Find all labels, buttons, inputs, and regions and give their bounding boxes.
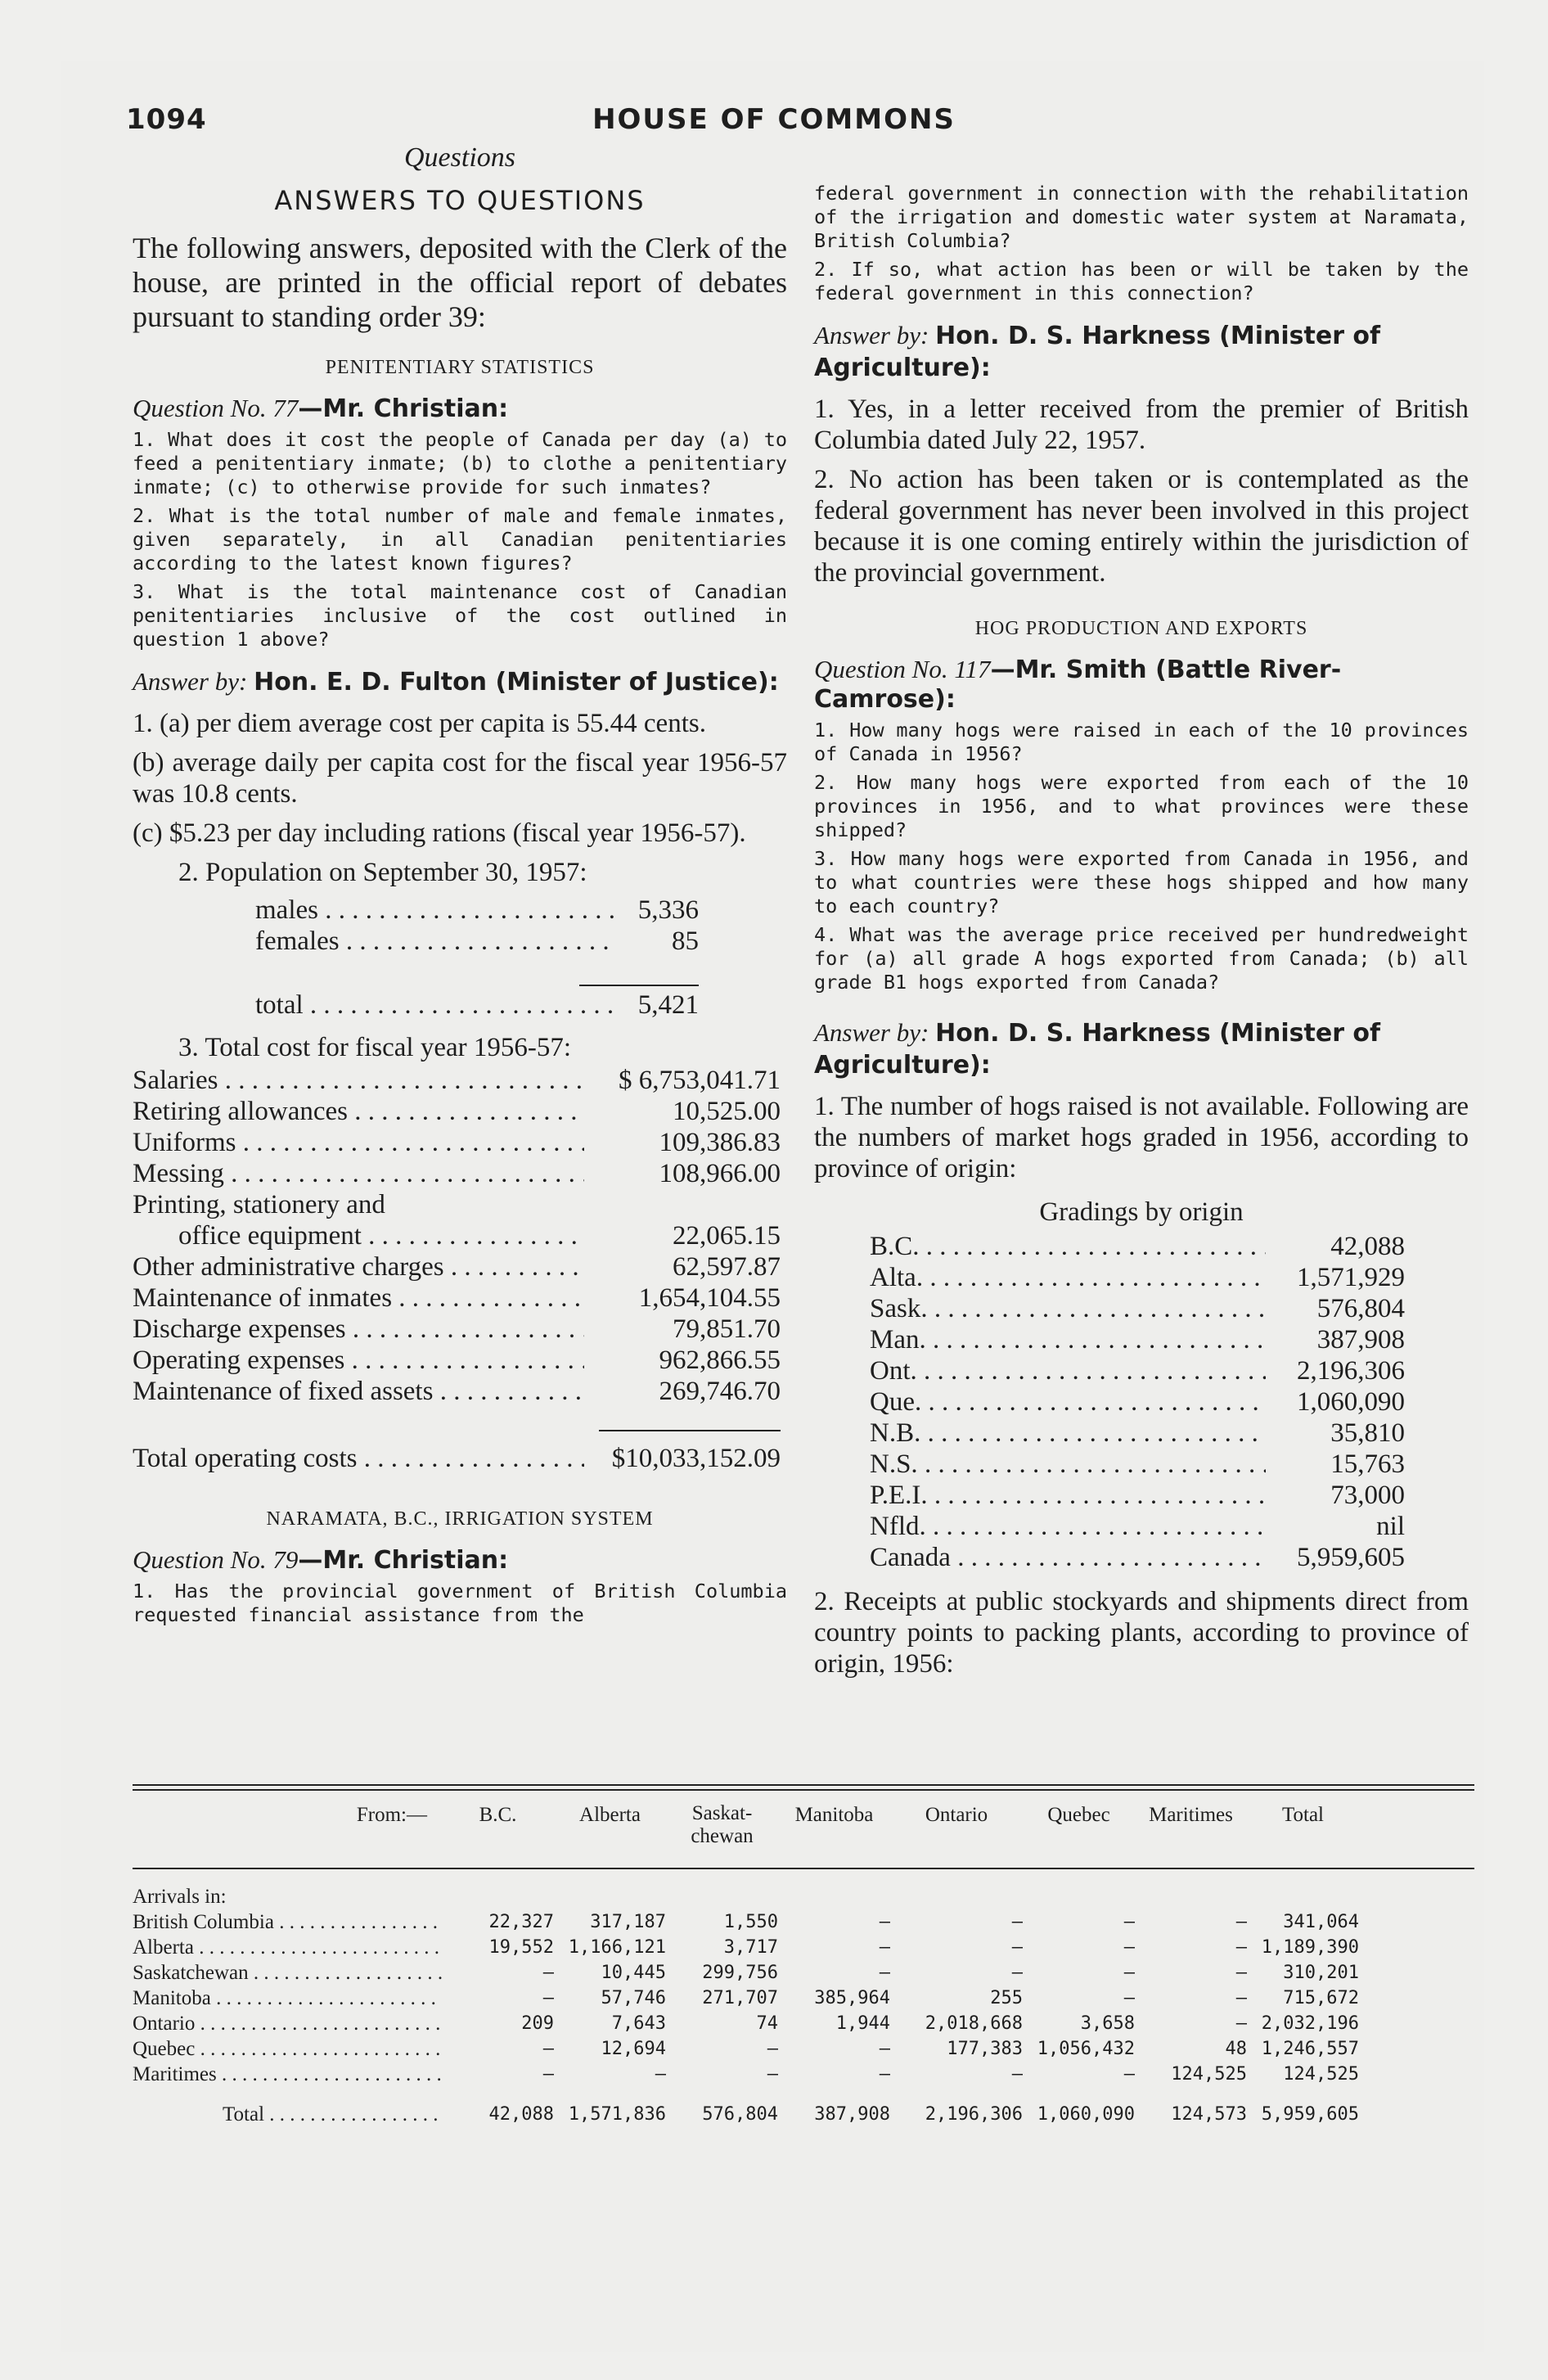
heading-penitentiary: PENITENTIARY STATISTICS bbox=[325, 357, 595, 378]
table-cell: 124,525 bbox=[1283, 2064, 1359, 2085]
table-cell: 255 bbox=[990, 1988, 1023, 2008]
table-cell: 1,550 bbox=[723, 1912, 778, 1932]
table-cell: 177,383 bbox=[947, 2039, 1023, 2059]
table-cell: — bbox=[542, 1963, 554, 1983]
question-label: Question No. 77 bbox=[133, 394, 299, 422]
table-cell: — bbox=[542, 2064, 554, 2085]
page-number: 1094 bbox=[126, 103, 207, 136]
cost-intro: 3. Total cost for fiscal year 1956-57: bbox=[178, 1033, 572, 1062]
table-total-row: Total . . . 42,088 1,571,836 576,804 387,908 2,196,306 1,060,090 124,573 5,959,605 bbox=[133, 2102, 1474, 2127]
table-body bbox=[133, 1909, 1474, 2087]
grading-row: Nfld. . . . nil bbox=[870, 1511, 1405, 1542]
table-row bbox=[133, 1960, 1474, 1986]
table-cell: — bbox=[1011, 1963, 1023, 1983]
table-cell: 1,166,121 bbox=[568, 1937, 666, 1958]
row-label: Quebec . . . bbox=[133, 2036, 442, 2062]
cost-row: Other administrative charges . . . 62,597.87 bbox=[133, 1251, 781, 1282]
answer-label: Answer by: bbox=[814, 321, 929, 349]
question-77-part-1: 1. What does it cost the people of Canada per day (a) to feed a penitentiary inmate; (b) to clothe a penitentiary inmate; (c) to otherwise provide for such inmates? bbox=[133, 428, 787, 498]
cost-table bbox=[133, 1065, 781, 1474]
cost-row: Messing . . . 108,966.00 bbox=[133, 1158, 781, 1189]
table-header-row: From:— B.C. Alberta Saskat- chewan Manitoba Ontario Quebec Maritimes Total bbox=[356, 1802, 1324, 1847]
table-cell: — bbox=[1123, 1937, 1135, 1958]
table-cell: — bbox=[1011, 1937, 1023, 1958]
answer-minister: Hon. D. S. Harkness (Minister of Agriculture): bbox=[814, 1019, 1381, 1080]
grading-row: Man. . . . 387,908 bbox=[870, 1324, 1405, 1355]
cost-row: Salaries . . . $ 6,753,041.71 bbox=[133, 1065, 781, 1096]
table-cell: — bbox=[1235, 1963, 1247, 1983]
question-member: —Mr. Christian: bbox=[298, 1546, 509, 1575]
population-row: females . . . 85 bbox=[255, 926, 699, 957]
question-117-part-3: 3. How many hogs were exported from Canada in 1956, and to what countries were these hogs shipped and how many to each country? bbox=[814, 847, 1469, 917]
table-cell: 715,672 bbox=[1283, 1988, 1359, 2008]
cost-row: Maintenance of inmates . . . 1,654,104.55 bbox=[133, 1282, 781, 1314]
population-row: males . . . 5,336 bbox=[255, 895, 699, 926]
row-label: British Columbia . . . bbox=[133, 1909, 442, 1935]
answer-label: Answer by: bbox=[814, 1018, 929, 1047]
table-cell: 10,445 bbox=[601, 1963, 666, 1983]
table-row bbox=[133, 2062, 1474, 2087]
question-member: —Mr. Smith (Battle River-Camrose): bbox=[814, 656, 1342, 714]
answer-3-para-2: 2. Receipts at public stockyards and shipments direct from country points to packing plants, according to province of origin, 1956: bbox=[814, 1587, 1469, 1679]
table-cell: 1,189,390 bbox=[1261, 1937, 1359, 1958]
table-cell: 22,327 bbox=[488, 1912, 554, 1932]
gradings-title: Gradings by origin bbox=[1039, 1197, 1244, 1227]
table-cell: 19,552 bbox=[488, 1937, 554, 1958]
cost-row: Retiring allowances . . . 10,525.00 bbox=[133, 1096, 781, 1127]
table-cell: — bbox=[767, 2039, 778, 2059]
table-row bbox=[133, 2036, 1474, 2062]
cost-row: Operating expenses . . . 962,866.55 bbox=[133, 1345, 781, 1376]
row-label: Saskatchewan . . . bbox=[133, 1960, 442, 1986]
row-label: Ontario . . . bbox=[133, 2011, 442, 2036]
table-cell: — bbox=[1235, 2013, 1247, 2034]
table-cell: 317,187 bbox=[590, 1912, 666, 1932]
table-cell: 341,064 bbox=[1283, 1912, 1359, 1932]
cost-row: office equipment . . . 22,065.15 bbox=[133, 1220, 781, 1251]
table-cell: 1,944 bbox=[835, 2013, 890, 2034]
gradings-table bbox=[870, 1231, 1405, 1573]
question-label: Question No. 79 bbox=[133, 1545, 299, 1574]
answer-1-para-2: (b) average daily per capita cost for the fiscal year 1956-57 was 10.8 cents. bbox=[133, 748, 787, 809]
question-79-text: 1. Has the provincial government of British Columbia requested financial assistance from the bbox=[133, 1580, 787, 1626]
answer-1-para-1: 1. (a) per diem average cost per capita is 55.44 cents. bbox=[133, 709, 706, 738]
right-column bbox=[814, 182, 1469, 1679]
answer-1-heading bbox=[133, 666, 787, 698]
cost-total-row: Total operating costs . . . $10,033,152.09 bbox=[133, 1443, 781, 1474]
table-cell: — bbox=[1235, 1988, 1247, 2008]
answer-2-para-1: 1. Yes, in a letter received from the premier of British Columbia dated July 22, 1957. bbox=[814, 394, 1469, 455]
question-member: —Mr. Christian: bbox=[298, 394, 509, 423]
answer-1-para-4: 2. Population on September 30, 1957: bbox=[178, 858, 587, 887]
question-117-heading bbox=[814, 655, 1469, 714]
table-cell: 1,246,557 bbox=[1261, 2039, 1359, 2059]
table-cell: 124,525 bbox=[1171, 2064, 1247, 2085]
table-cell: — bbox=[1235, 1937, 1247, 1958]
table-header-rule bbox=[133, 1868, 1474, 1869]
question-79-continued: federal government in connection with the rehabilitation of the irrigation and domestic water system at Naramata, British Columbia? bbox=[814, 182, 1469, 252]
table-cell: 74 bbox=[756, 2013, 778, 2034]
question-77-heading bbox=[133, 394, 787, 423]
table-cell: — bbox=[1011, 2064, 1023, 2085]
grading-row: N.S. . . . 15,763 bbox=[870, 1449, 1405, 1480]
grading-row: Ont. . . . 2,196,306 bbox=[870, 1355, 1405, 1386]
table-cell: — bbox=[1011, 1912, 1023, 1932]
question-79-heading bbox=[133, 1545, 787, 1575]
question-77-part-3: 3. What is the total maintenance cost of Canadian penitentiaries inclusive of the cost outlined in question 1 above? bbox=[133, 580, 787, 651]
question-117-part-2: 2. How many hogs were exported from each of the 10 provinces in 1956, and to what provinces were these shipped? bbox=[814, 771, 1469, 841]
row-label: Manitoba . . . bbox=[133, 1986, 442, 2011]
table-cell: 3,658 bbox=[1080, 2013, 1135, 2034]
cost-row: Uniforms . . . 109,386.83 bbox=[133, 1127, 781, 1158]
table-cell: 209 bbox=[521, 2013, 554, 2034]
table-cell: — bbox=[542, 2039, 554, 2059]
table-top-rule bbox=[133, 1784, 1474, 1791]
total-rule bbox=[579, 985, 699, 986]
row-label: Maritimes . . . bbox=[133, 2062, 442, 2087]
answer-minister: Hon. E. D. Fulton (Minister of Justice): bbox=[254, 668, 779, 696]
grading-row: Que. . . . 1,060,090 bbox=[870, 1386, 1405, 1418]
lead-paragraph: The following answers, deposited with the Clerk of the house, are printed in the official report of debates pursuant to standing order 39: bbox=[133, 232, 787, 333]
table-cell: — bbox=[879, 2064, 890, 2085]
grading-row: B.C. . . . 42,088 bbox=[870, 1231, 1405, 1262]
section-answers-title: ANSWERS TO QUESTIONS bbox=[274, 185, 646, 216]
grading-row: P.E.I. . . . 73,000 bbox=[870, 1480, 1405, 1511]
running-title: HOUSE OF COMMONS bbox=[592, 103, 956, 136]
question-79-part-2: 2. If so, what action has been or will be taken by the federal government in this connection? bbox=[814, 258, 1469, 304]
table-cell: — bbox=[1123, 1912, 1135, 1932]
table-cell: 1,056,432 bbox=[1037, 2039, 1135, 2059]
table-cell: 12,694 bbox=[601, 2039, 666, 2059]
answer-label: Answer by: bbox=[133, 667, 248, 696]
table-cell: 48 bbox=[1225, 2039, 1247, 2059]
table-cell: — bbox=[655, 2064, 666, 2085]
table-row bbox=[133, 1935, 1474, 1960]
grading-row: Canada . . . 5,959,605 bbox=[870, 1542, 1405, 1573]
grading-row: N.B. . . . 35,810 bbox=[870, 1418, 1405, 1449]
table-section-label: Arrivals in: bbox=[133, 1886, 227, 1908]
cost-row: Maintenance of fixed assets . . . 269,746.70 bbox=[133, 1376, 781, 1407]
question-117-part-4: 4. What was the average price received per hundredweight for (a) all grade A hogs exported from Canada; (b) all grade B1 hogs exported from Canada? bbox=[814, 923, 1469, 994]
cost-row: Discharge expenses . . . 79,851.70 bbox=[133, 1314, 781, 1345]
grading-row: Alta. . . . 1,571,929 bbox=[870, 1262, 1405, 1293]
left-column bbox=[133, 139, 787, 1627]
question-117-part-1: 1. How many hogs were raised in each of the 10 provinces of Canada in 1956? bbox=[814, 719, 1469, 765]
table-cell: 57,746 bbox=[601, 1988, 666, 2008]
answer-3-para-1: 1. The number of hogs raised is not available. Following are the numbers of market hogs graded in 1956, according to province of origin: bbox=[814, 1092, 1469, 1183]
table-cell: 299,756 bbox=[702, 1963, 778, 1983]
answer-2-para-2: 2. No action has been taken or is contemplated as the federal government has never been involved in this project because it is one coming entirely within the jurisdiction of the provincial government. bbox=[814, 465, 1469, 588]
answer-minister: Hon. D. S. Harkness (Minister of Agriculture): bbox=[814, 322, 1381, 382]
question-77-part-2: 2. What is the total number of male and female inmates, given separately, in all Canadian penitentiaries according to the latest known figures? bbox=[133, 504, 787, 575]
section-questions: Questions bbox=[404, 142, 515, 173]
table-cell: 310,201 bbox=[1283, 1963, 1359, 1983]
table-cell: 2,018,668 bbox=[925, 2013, 1023, 2034]
table-cell: — bbox=[879, 1963, 890, 1983]
table-cell: — bbox=[1123, 2064, 1135, 2085]
table-cell: 3,717 bbox=[723, 1937, 778, 1958]
table-cell: — bbox=[1123, 1963, 1135, 1983]
table-cell: — bbox=[1235, 1912, 1247, 1932]
row-label: Alberta . . . bbox=[133, 1935, 442, 1960]
table-cell: 7,643 bbox=[611, 2013, 666, 2034]
answer-3-heading bbox=[814, 1017, 1469, 1081]
table-row bbox=[133, 1909, 1474, 1935]
heading-hog-production: HOG PRODUCTION AND EXPORTS bbox=[974, 618, 1308, 639]
grading-row: Sask. . . . 576,804 bbox=[870, 1293, 1405, 1324]
answer-2-heading bbox=[814, 320, 1469, 384]
table-cell: — bbox=[879, 2039, 890, 2059]
table-cell: — bbox=[542, 1988, 554, 2008]
cost-row: Printing, stationery and bbox=[133, 1190, 385, 1219]
table-cell: — bbox=[879, 1937, 890, 1958]
population-table bbox=[255, 895, 699, 1021]
table-cell: — bbox=[767, 2064, 778, 2085]
question-label: Question No. 117 bbox=[814, 655, 991, 683]
receipts-table bbox=[133, 1784, 1474, 2127]
table-cell: 2,032,196 bbox=[1261, 2013, 1359, 2034]
population-total-row: total . . . 5,421 bbox=[255, 989, 699, 1021]
table-row bbox=[133, 1986, 1474, 2011]
table-cell: — bbox=[1123, 1988, 1135, 2008]
table-row bbox=[133, 2011, 1474, 2036]
table-cell: 271,707 bbox=[702, 1988, 778, 2008]
heading-naramata: NARAMATA, B.C., IRRIGATION SYSTEM bbox=[266, 1508, 654, 1530]
table-cell: 385,964 bbox=[814, 1988, 890, 2008]
table-cell: — bbox=[879, 1912, 890, 1932]
answer-1-para-3: (c) $5.23 per day including rations (fiscal year 1956-57). bbox=[133, 818, 746, 848]
total-rule bbox=[599, 1430, 781, 1431]
